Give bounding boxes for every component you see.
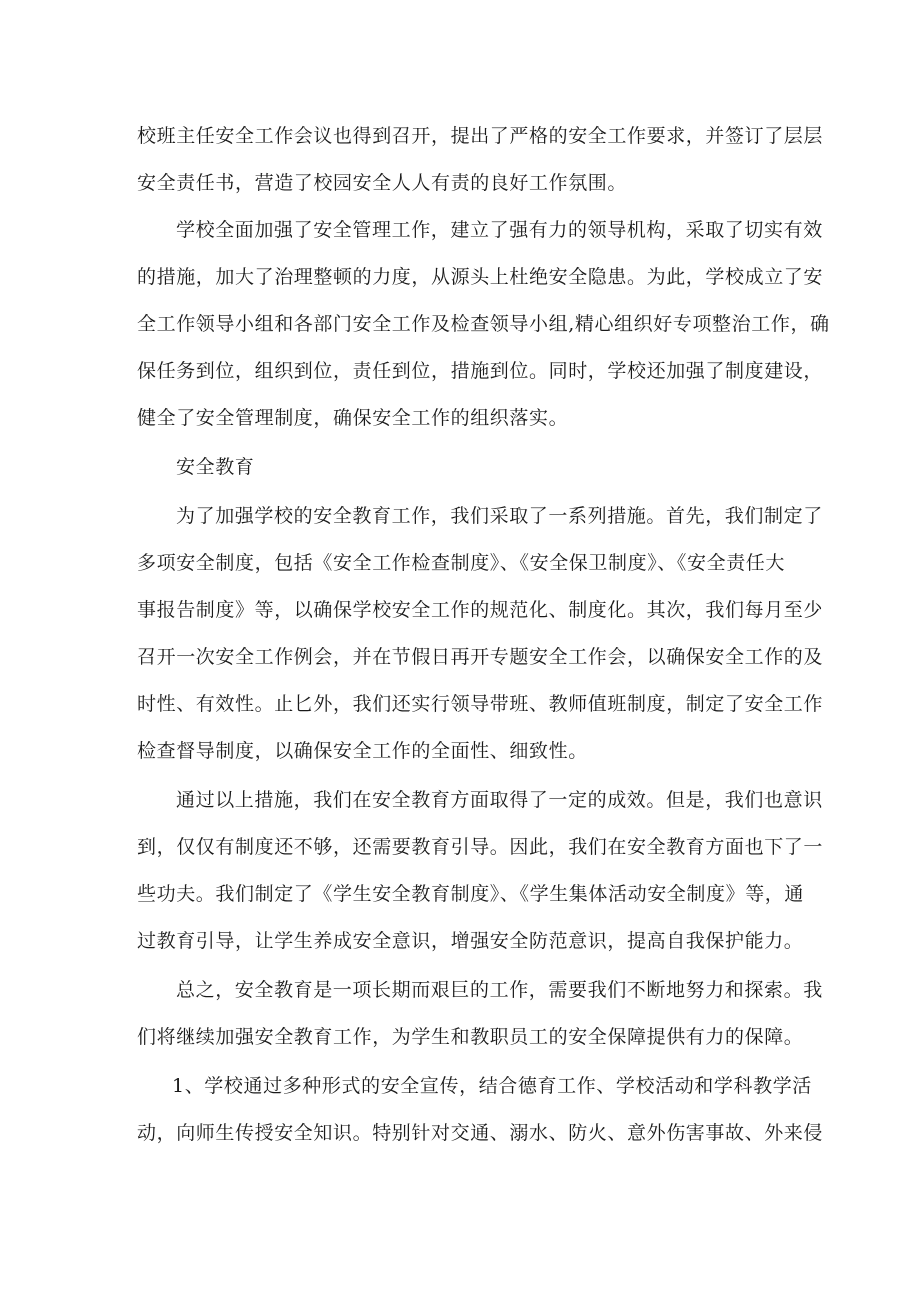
- text-line: 过教育引导，让学生养成安全意识，增强安全防范意识，提高自我保护能力。: [137, 930, 804, 952]
- text-line: 通过以上措施，我们在安全教育方面取得了一定的成效。但是，我们也意识: [176, 789, 823, 811]
- text-line: 时性、有效性。止匕外，我们还实行领导带班、教师值班制度，制定了安全工作: [137, 693, 824, 715]
- text-line: 学校全面加强了安全管理工作，建立了强有力的领导机构，采取了切实有效: [176, 219, 823, 241]
- text-line: 到，仅仅有制度还不够，还需要教育引导。因此，我们在安全教育方面也下了一: [137, 836, 824, 858]
- text-line: 们将继续加强安全教育工作，为学生和教职员工的安全保障提供有力的保障。: [137, 1026, 804, 1048]
- text-line: 安全责任书，营造了校园安全人人有责的良好工作氛围。: [137, 172, 628, 194]
- text-line: 为了加强学校的安全教育工作，我们采取了一系列措施。首先，我们制定了: [176, 505, 823, 527]
- heading-text: 安全教育: [176, 456, 255, 478]
- text-line: 保任务到位，组织到位，责任到位，措施到位。同时，学校还加强了制度建设，: [137, 360, 824, 382]
- text-line: 召开一次安全工作例会，并在节假日再开专题安全工作会，以确保安全工作的及: [137, 646, 824, 668]
- text-line: 检查督导制度，以确保安全工作的全面性、细致性。: [137, 740, 588, 762]
- text-line: 健全了安全管理制度，确保安全工作的组织落实。: [137, 407, 569, 429]
- text-line: 校班主任安全工作会议也得到召开，提出了严格的安全工作要求，并签订了层层: [137, 125, 824, 147]
- text-line: 事报告制度》等，以确保学校安全工作的规范化、制度化。其次，我们每月至少: [137, 599, 824, 621]
- text-line: 1、学校通过多种形式的安全宣传，结合德育工作、学校活动和学科教学活: [172, 1075, 812, 1097]
- text-line: 多项安全制度，包括《安全工作检查制度》、《安全保卫制度》、《安全责任大: [137, 552, 786, 574]
- text-line: 全工作领导小组和各部门安全工作及检查领导小组,精心组织好专项整治工作，确: [137, 313, 830, 335]
- text-line: 总之，安全教育是一项长期而艰巨的工作，需要我们不断地努力和探索。我: [176, 979, 823, 1001]
- text-line: 动，向师生传授安全知识。特别针对交通、溺水、防火、意外伤害事故、外来侵: [137, 1122, 824, 1144]
- text-line: 些功夫。我们制定了《学生安全教育制度》、《学生集体活动安全制度》等，通: [137, 883, 805, 905]
- text-line: 的措施，加大了治理整顿的力度，从源头上杜绝安全隐患。为此，学校成立了安: [137, 266, 824, 288]
